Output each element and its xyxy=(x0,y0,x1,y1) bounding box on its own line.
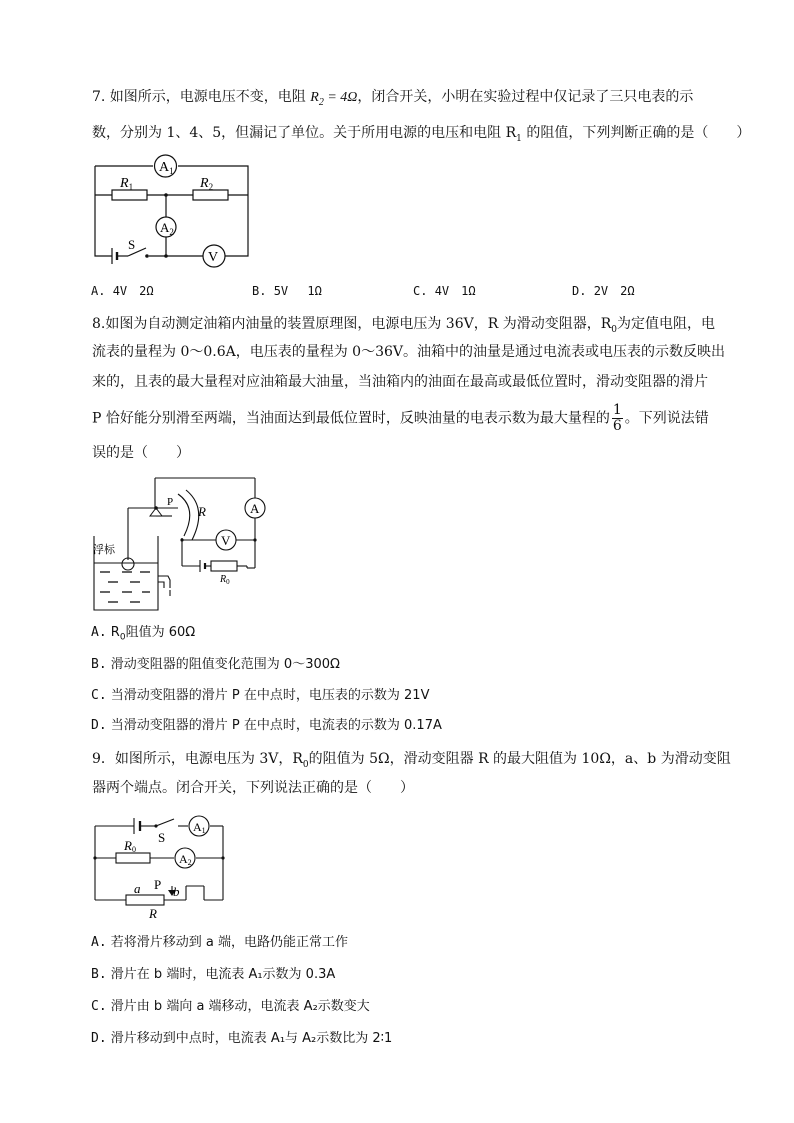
q9-option-d[interactable]: D. 滑片移动到中点时，电流表 A₁与 A₂示数比为 2∶1 xyxy=(91,1031,393,1046)
q9-r0-resistor xyxy=(116,853,150,863)
q7-r1-label: $R_1$ xyxy=(120,176,134,192)
q9-p-label: P xyxy=(154,877,162,892)
q9-b-end-label: b xyxy=(173,884,180,899)
q8-stem-line1: 8.如图为自动测定油箱内油量的装置原理图，电源电压为 36V，R 为滑动变阻器，$R_0$为定值电阻，电 xyxy=(92,316,715,335)
q9-a1-label: A1 xyxy=(193,820,206,835)
q8-fraction: $\frac{1}{6}$ xyxy=(612,402,622,434)
q8-option-c[interactable]: C. 当滑动变阻器的滑片 P 在中点时，电压表的示数为 21V xyxy=(91,688,430,703)
q9-circuit-diagram xyxy=(90,812,235,924)
q7-r2-symbol: $R_2 = 4\Omega$ xyxy=(310,90,358,108)
q9-option-b[interactable]: B. 滑片在 b 端时，电流表 A₁示数为 0.3A xyxy=(91,967,336,982)
q8-stem-line4: P 恰好能分别滑至两端，当油面达到最低位置时，反映油量的电表示数为最大量程的 $\frac{1}{6}$ 。下列说法错 xyxy=(92,402,709,434)
q7-a1-label: $A_1$ xyxy=(159,160,174,176)
q7-r2-label: $R_2$ xyxy=(200,176,214,192)
q9-r-label: R xyxy=(149,906,157,921)
q9-stem-line1: 9．如图所示，电源电压为 3V，$R_0$的阻值为 5Ω，滑动变阻器 R 的最大阻值为 10Ω，a、b 为滑动变阻 xyxy=(92,751,731,770)
q8-v-label: V xyxy=(221,533,231,548)
q8-oil-gauge-diagram xyxy=(90,478,275,618)
q7-v-label: V xyxy=(208,250,219,265)
q8-option-b[interactable]: B. 滑动变阻器的阻值变化范围为 0～300Ω xyxy=(91,657,340,672)
q8-r-label: R xyxy=(198,504,206,519)
q9-stem-line2: 器两个端点。闭合开关，下列说法正确的是（ ） xyxy=(92,780,414,796)
q8-stem-line3: 来的，且表的最大量程对应油箱最大油量，当油箱内的油面在最高或最低位置时，滑动变阻器的滑片 xyxy=(92,374,708,390)
q9-a2-label: A2 xyxy=(179,852,192,867)
q9-option-a[interactable]: A. 若将滑片移动到 a 端，电路仍能正常工作 xyxy=(91,935,349,950)
q9-switch-label: S xyxy=(158,830,166,845)
q8-stem-line5: 误的是（ ） xyxy=(92,445,190,461)
q7-option-d[interactable]: D. 2V 2Ω xyxy=(572,284,635,298)
q7-switch-label: S xyxy=(128,237,136,252)
q8-stem-line2: 流表的量程为 0～0.6A，电压表的量程为 0～36V。油箱中的油量是通过电流表或电压表的示数反映出 xyxy=(92,344,726,360)
q7-circuit-diagram xyxy=(90,152,260,270)
q7-stem-line2: 数，分别为 1、4、5，但漏记了单位。关于所用电源的电压和电阻 $R_1$ 的阻值，下列判断正确的是（ ） xyxy=(92,125,751,144)
q7-option-b[interactable]: B. 5V 1Ω xyxy=(252,284,322,298)
q8-p-label: P xyxy=(167,496,174,508)
q9-a-end-label: a xyxy=(134,881,141,896)
q7-a2-label: $A_2$ xyxy=(160,220,174,237)
q9-r0-label: R0 xyxy=(124,838,136,854)
q8-option-a[interactable]: A. $R_0$阻值为 60Ω xyxy=(91,625,196,643)
q7-option-c[interactable]: C. 4V 1Ω xyxy=(413,284,476,298)
q9-option-c[interactable]: C. 滑片由 b 端向 a 端移动，电流表 A₂示数变大 xyxy=(91,999,370,1014)
q8-option-d[interactable]: D. 当滑动变阻器的滑片 P 在中点时，电流表的示数为 0.17A xyxy=(91,718,442,733)
q8-float-label: 浮标 xyxy=(93,544,115,556)
q7-option-a[interactable]: A. 4V 2Ω xyxy=(91,284,154,298)
q7-stem-line1: 7. 如图所示，电源电压不变，电阻 $R_2 = 4\Omega$，闭合开关，小明在实验过程中仅记录了三只电表的示 xyxy=(92,89,694,108)
q8-a-label: A xyxy=(250,501,260,516)
q9-rheostat xyxy=(126,895,164,905)
q8-r0-label: $R_0$ xyxy=(220,574,230,586)
